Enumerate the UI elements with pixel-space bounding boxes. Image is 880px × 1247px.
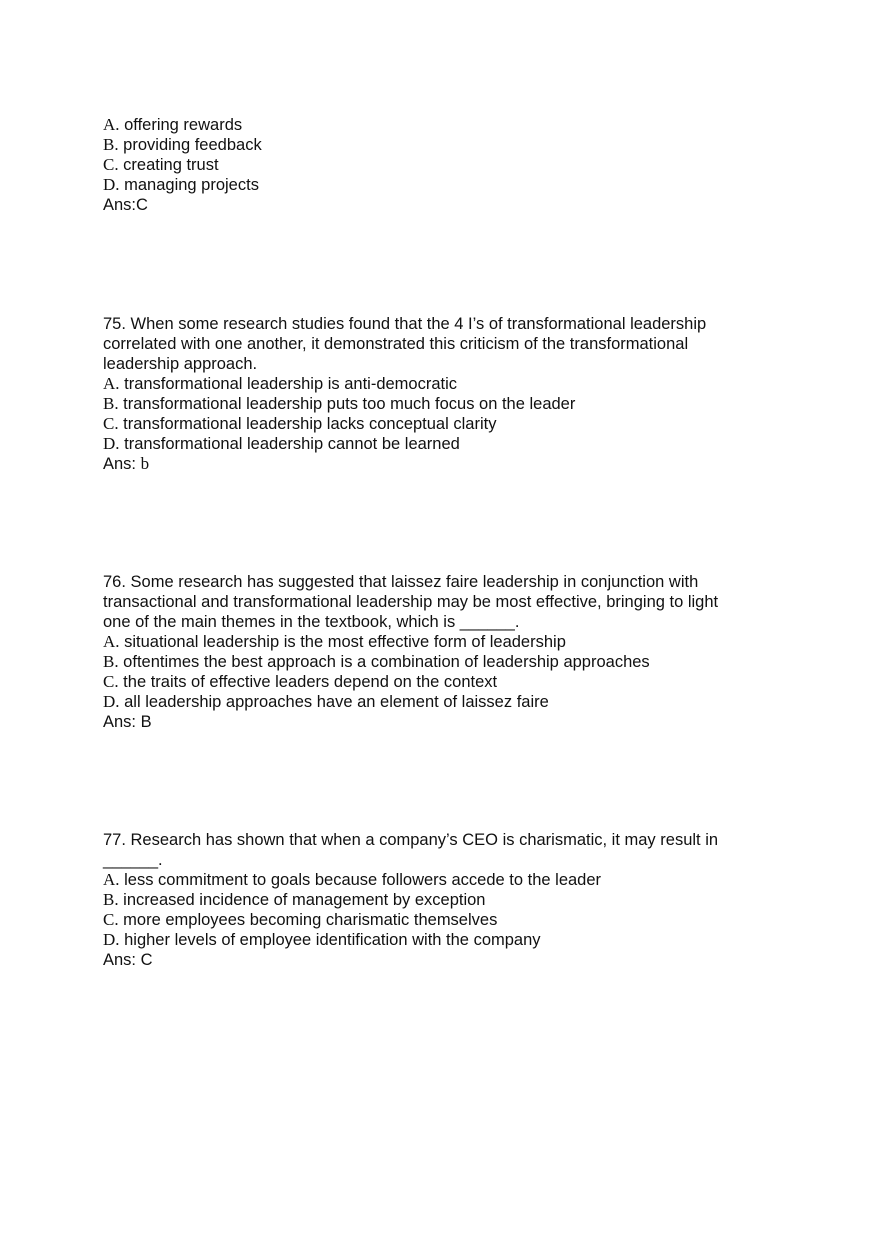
option-a — [103, 115, 763, 135]
answer-line — [103, 195, 763, 215]
option-letter: C. — [103, 414, 119, 433]
option-text: transformational leadership puts too much focus on the leader — [118, 395, 576, 413]
answer-value: b — [140, 454, 150, 473]
option-a — [103, 374, 763, 394]
option-text: transformational leadership lacks conceptual clarity — [118, 415, 497, 433]
option-d — [103, 692, 763, 712]
option-d — [103, 175, 763, 195]
option-a — [103, 870, 763, 890]
answer-value: B — [140, 713, 152, 731]
option-letter: B. — [103, 890, 119, 909]
option-letter: C. — [103, 672, 119, 691]
option-text: oftentimes the best approach is a combination of leadership approaches — [118, 653, 650, 671]
option-letter: A. — [103, 632, 120, 651]
option-text: situational leadership is the most effective form of leadership — [119, 633, 566, 651]
question-block-74 — [103, 115, 763, 215]
option-letter: C. — [103, 155, 119, 174]
option-text: transformational leadership cannot be learned — [119, 435, 460, 453]
option-b — [103, 890, 763, 910]
answer-prefix: Ans: — [103, 455, 141, 473]
question-stem-line: 77. Research has shown that when a company’s CEO is charismatic, it may result in — [103, 831, 719, 849]
question-stem-line: 76. Some research has suggested that laissez faire leadership in conjunction with — [103, 573, 699, 591]
option-c — [103, 155, 763, 175]
option-b — [103, 652, 763, 672]
option-a — [103, 632, 763, 652]
option-text: the traits of effective leaders depend on the context — [118, 673, 498, 691]
answer-line — [103, 454, 763, 474]
question-block-75 — [103, 314, 763, 474]
option-text: higher levels of employee identification with the company — [119, 931, 541, 949]
question-stem-line: correlated with one another, it demonstrated this criticism of the transformational — [103, 335, 689, 353]
question-stem-line: leadership approach. — [103, 355, 258, 373]
answer-line — [103, 950, 763, 970]
answer-prefix: Ans: — [103, 713, 141, 731]
question-stem-line: 75. When some research studies found that the 4 I’s of transformational leadership — [103, 315, 707, 333]
option-text: transformational leadership is anti-democratic — [119, 375, 458, 393]
question-stem-line: ______. — [103, 851, 163, 869]
option-text: increased incidence of management by exception — [118, 891, 486, 909]
option-text: offering rewards — [119, 116, 243, 134]
option-c — [103, 414, 763, 434]
option-d — [103, 930, 763, 950]
answer-value: C — [140, 951, 153, 969]
option-c — [103, 672, 763, 692]
question-stem-line: transactional and transformational leadership may be most effective, bringing to light — [103, 593, 719, 611]
option-text: managing projects — [119, 176, 259, 194]
question-block-76 — [103, 572, 763, 732]
question-stem-line: one of the main themes in the textbook, which is ______. — [103, 613, 520, 631]
option-letter: D. — [103, 692, 120, 711]
option-letter: A. — [103, 115, 120, 134]
option-text: providing feedback — [118, 136, 262, 154]
option-letter: B. — [103, 652, 119, 671]
option-letter: D. — [103, 434, 120, 453]
option-c — [103, 910, 763, 930]
option-text: less commitment to goals because followers accede to the leader — [119, 871, 602, 889]
option-letter: C. — [103, 910, 119, 929]
option-b — [103, 394, 763, 414]
option-text: more employees becoming charismatic themselves — [118, 911, 498, 929]
option-letter: B. — [103, 394, 119, 413]
option-letter: D. — [103, 175, 120, 194]
option-b — [103, 135, 763, 155]
answer-line — [103, 712, 763, 732]
answer-value: C — [136, 196, 148, 214]
option-text: all leadership approaches have an element of laissez faire — [119, 693, 549, 711]
answer-prefix: Ans: — [103, 951, 141, 969]
option-letter: B. — [103, 135, 119, 154]
option-letter: A. — [103, 870, 120, 889]
answer-prefix: Ans: — [103, 196, 137, 214]
option-letter: D. — [103, 930, 120, 949]
option-text: creating trust — [118, 156, 219, 174]
option-d — [103, 434, 763, 454]
question-block-77 — [103, 830, 763, 970]
option-letter: A. — [103, 374, 120, 393]
